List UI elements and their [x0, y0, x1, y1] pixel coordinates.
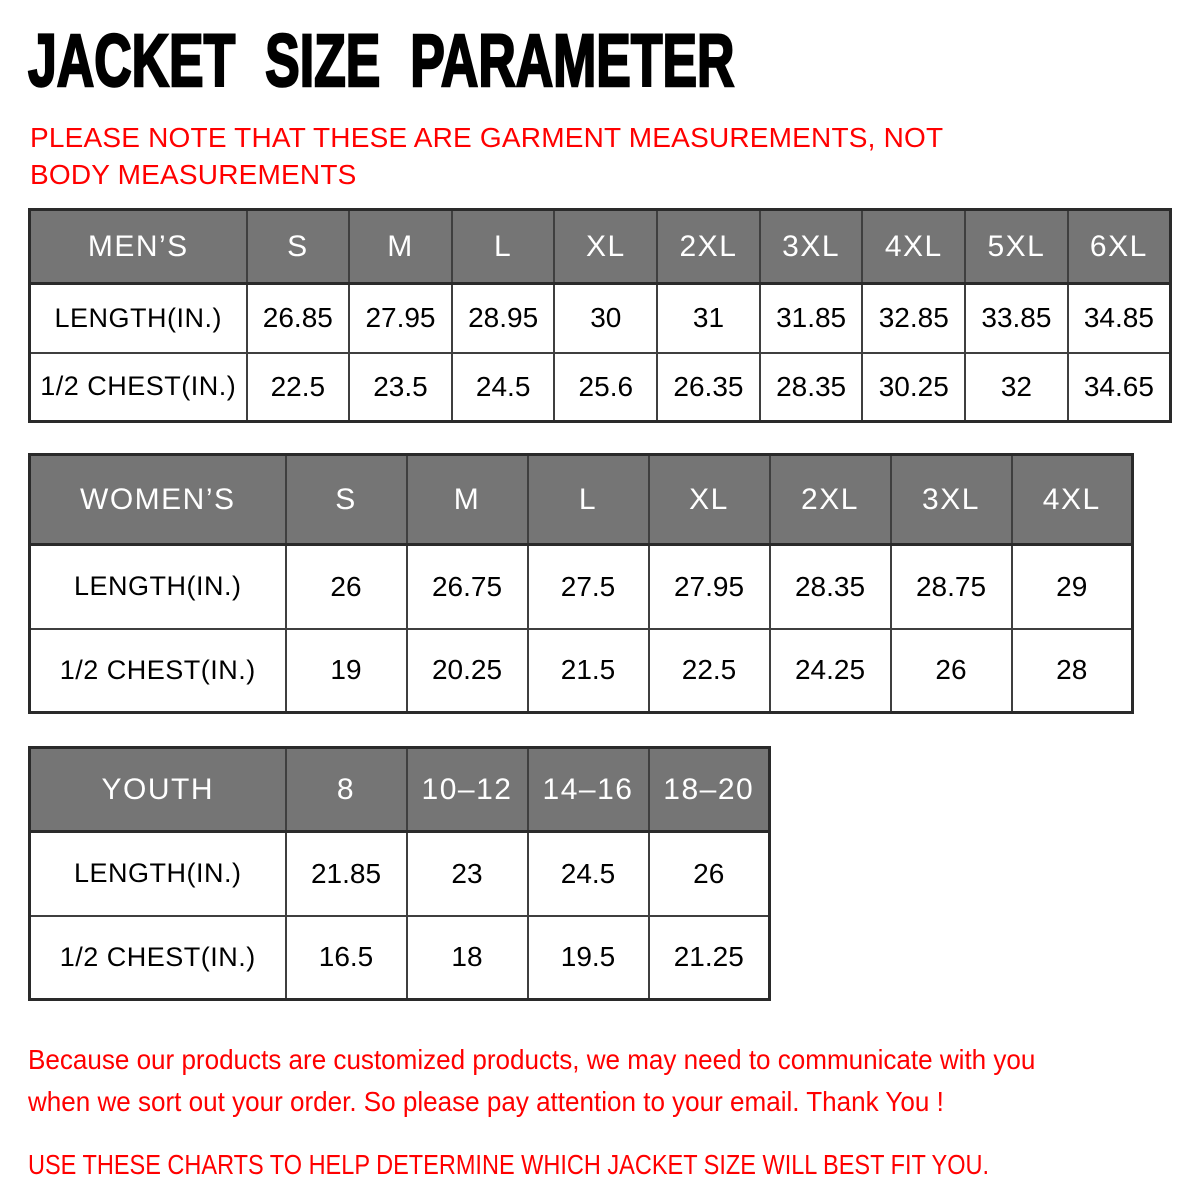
garment-measurement-note: PLEASE NOTE THAT THESE ARE GARMENT MEASUREMENTS, NOT BODY MEASUREMENTS [30, 122, 943, 191]
measure-value: 26 [286, 545, 407, 629]
mens-header-row [30, 210, 1171, 284]
size-col-header: 8 [286, 748, 407, 832]
row-label: 1/2 CHEST(IN.) [30, 916, 286, 1000]
table-row [30, 916, 770, 1000]
row-label: LENGTH(IN.) [30, 545, 286, 629]
size-col-header: L [528, 455, 649, 545]
measure-value: 18 [407, 916, 528, 1000]
youth-size-table [28, 746, 771, 1001]
size-col-header: 4XL [1012, 455, 1133, 545]
measure-value: 24.5 [452, 353, 555, 422]
row-label: LENGTH(IN.) [30, 832, 286, 916]
mens-table-title: MEN’S [30, 210, 247, 284]
measure-value: 26.75 [407, 545, 528, 629]
measure-value: 29 [1012, 545, 1133, 629]
measure-value: 16.5 [286, 916, 407, 1000]
measure-value: 23.5 [349, 353, 452, 422]
measure-value: 30.25 [862, 353, 965, 422]
measure-value: 27.95 [649, 545, 770, 629]
size-col-header: 14–16 [528, 748, 649, 832]
size-col-header: S [247, 210, 350, 284]
table-row [30, 545, 1133, 629]
size-col-header: S [286, 455, 407, 545]
size-col-header: 18–20 [649, 748, 770, 832]
customization-notice: Because our products are customized products, we may need to communicate with you when we sort out your order. So please pay attention to your email. Thank You ! [28, 1044, 1036, 1118]
measure-value: 26 [891, 629, 1012, 713]
usage-instruction: USE THESE CHARTS TO HELP DETERMINE WHICH JACKET SIZE WILL BEST FIT YOU. [28, 1149, 990, 1181]
table-row [30, 353, 1171, 422]
size-col-header: M [349, 210, 452, 284]
size-col-header: 3XL [891, 455, 1012, 545]
size-col-header: 5XL [965, 210, 1068, 284]
measure-value: 27.95 [349, 284, 452, 353]
table-row [30, 629, 1133, 713]
measure-value: 23 [407, 832, 528, 916]
measure-value: 28.95 [452, 284, 555, 353]
measure-value: 25.6 [554, 353, 657, 422]
measure-value: 19.5 [528, 916, 649, 1000]
measure-value: 31.85 [760, 284, 863, 353]
womens-table-title: WOMEN’S [30, 455, 286, 545]
measure-value: 33.85 [965, 284, 1068, 353]
mens-size-table [28, 208, 1172, 423]
measure-value: 28 [1012, 629, 1133, 713]
page-title: JACKET SIZE PARAMETER [28, 19, 735, 102]
measure-value: 21.5 [528, 629, 649, 713]
womens-size-table [28, 453, 1134, 714]
size-col-header: 2XL [657, 210, 760, 284]
table-row [30, 284, 1171, 353]
measure-value: 28.75 [891, 545, 1012, 629]
measure-value: 27.5 [528, 545, 649, 629]
measure-value: 28.35 [760, 353, 863, 422]
size-col-header: 10–12 [407, 748, 528, 832]
row-label: 1/2 CHEST(IN.) [30, 353, 247, 422]
measure-value: 31 [657, 284, 760, 353]
size-col-header: XL [649, 455, 770, 545]
row-label: 1/2 CHEST(IN.) [30, 629, 286, 713]
youth-table-title: YOUTH [30, 748, 286, 832]
measure-value: 24.25 [770, 629, 891, 713]
table-row [30, 832, 770, 916]
youth-header-row [30, 748, 770, 832]
measure-value: 20.25 [407, 629, 528, 713]
measure-value: 26.85 [247, 284, 350, 353]
size-col-header: 3XL [760, 210, 863, 284]
size-col-header: XL [554, 210, 657, 284]
measure-value: 22.5 [247, 353, 350, 422]
measure-value: 32.85 [862, 284, 965, 353]
row-label: LENGTH(IN.) [30, 284, 247, 353]
measure-value: 19 [286, 629, 407, 713]
size-col-header: 4XL [862, 210, 965, 284]
womens-header-row [30, 455, 1133, 545]
measure-value: 34.85 [1068, 284, 1171, 353]
measure-value: 32 [965, 353, 1068, 422]
size-col-header: L [452, 210, 555, 284]
measure-value: 26 [649, 832, 770, 916]
measure-value: 24.5 [528, 832, 649, 916]
measure-value: 26.35 [657, 353, 760, 422]
size-col-header: 2XL [770, 455, 891, 545]
size-col-header: M [407, 455, 528, 545]
size-col-header: 6XL [1068, 210, 1171, 284]
measure-value: 22.5 [649, 629, 770, 713]
measure-value: 28.35 [770, 545, 891, 629]
measure-value: 21.25 [649, 916, 770, 1000]
measure-value: 30 [554, 284, 657, 353]
measure-value: 34.65 [1068, 353, 1171, 422]
measure-value: 21.85 [286, 832, 407, 916]
